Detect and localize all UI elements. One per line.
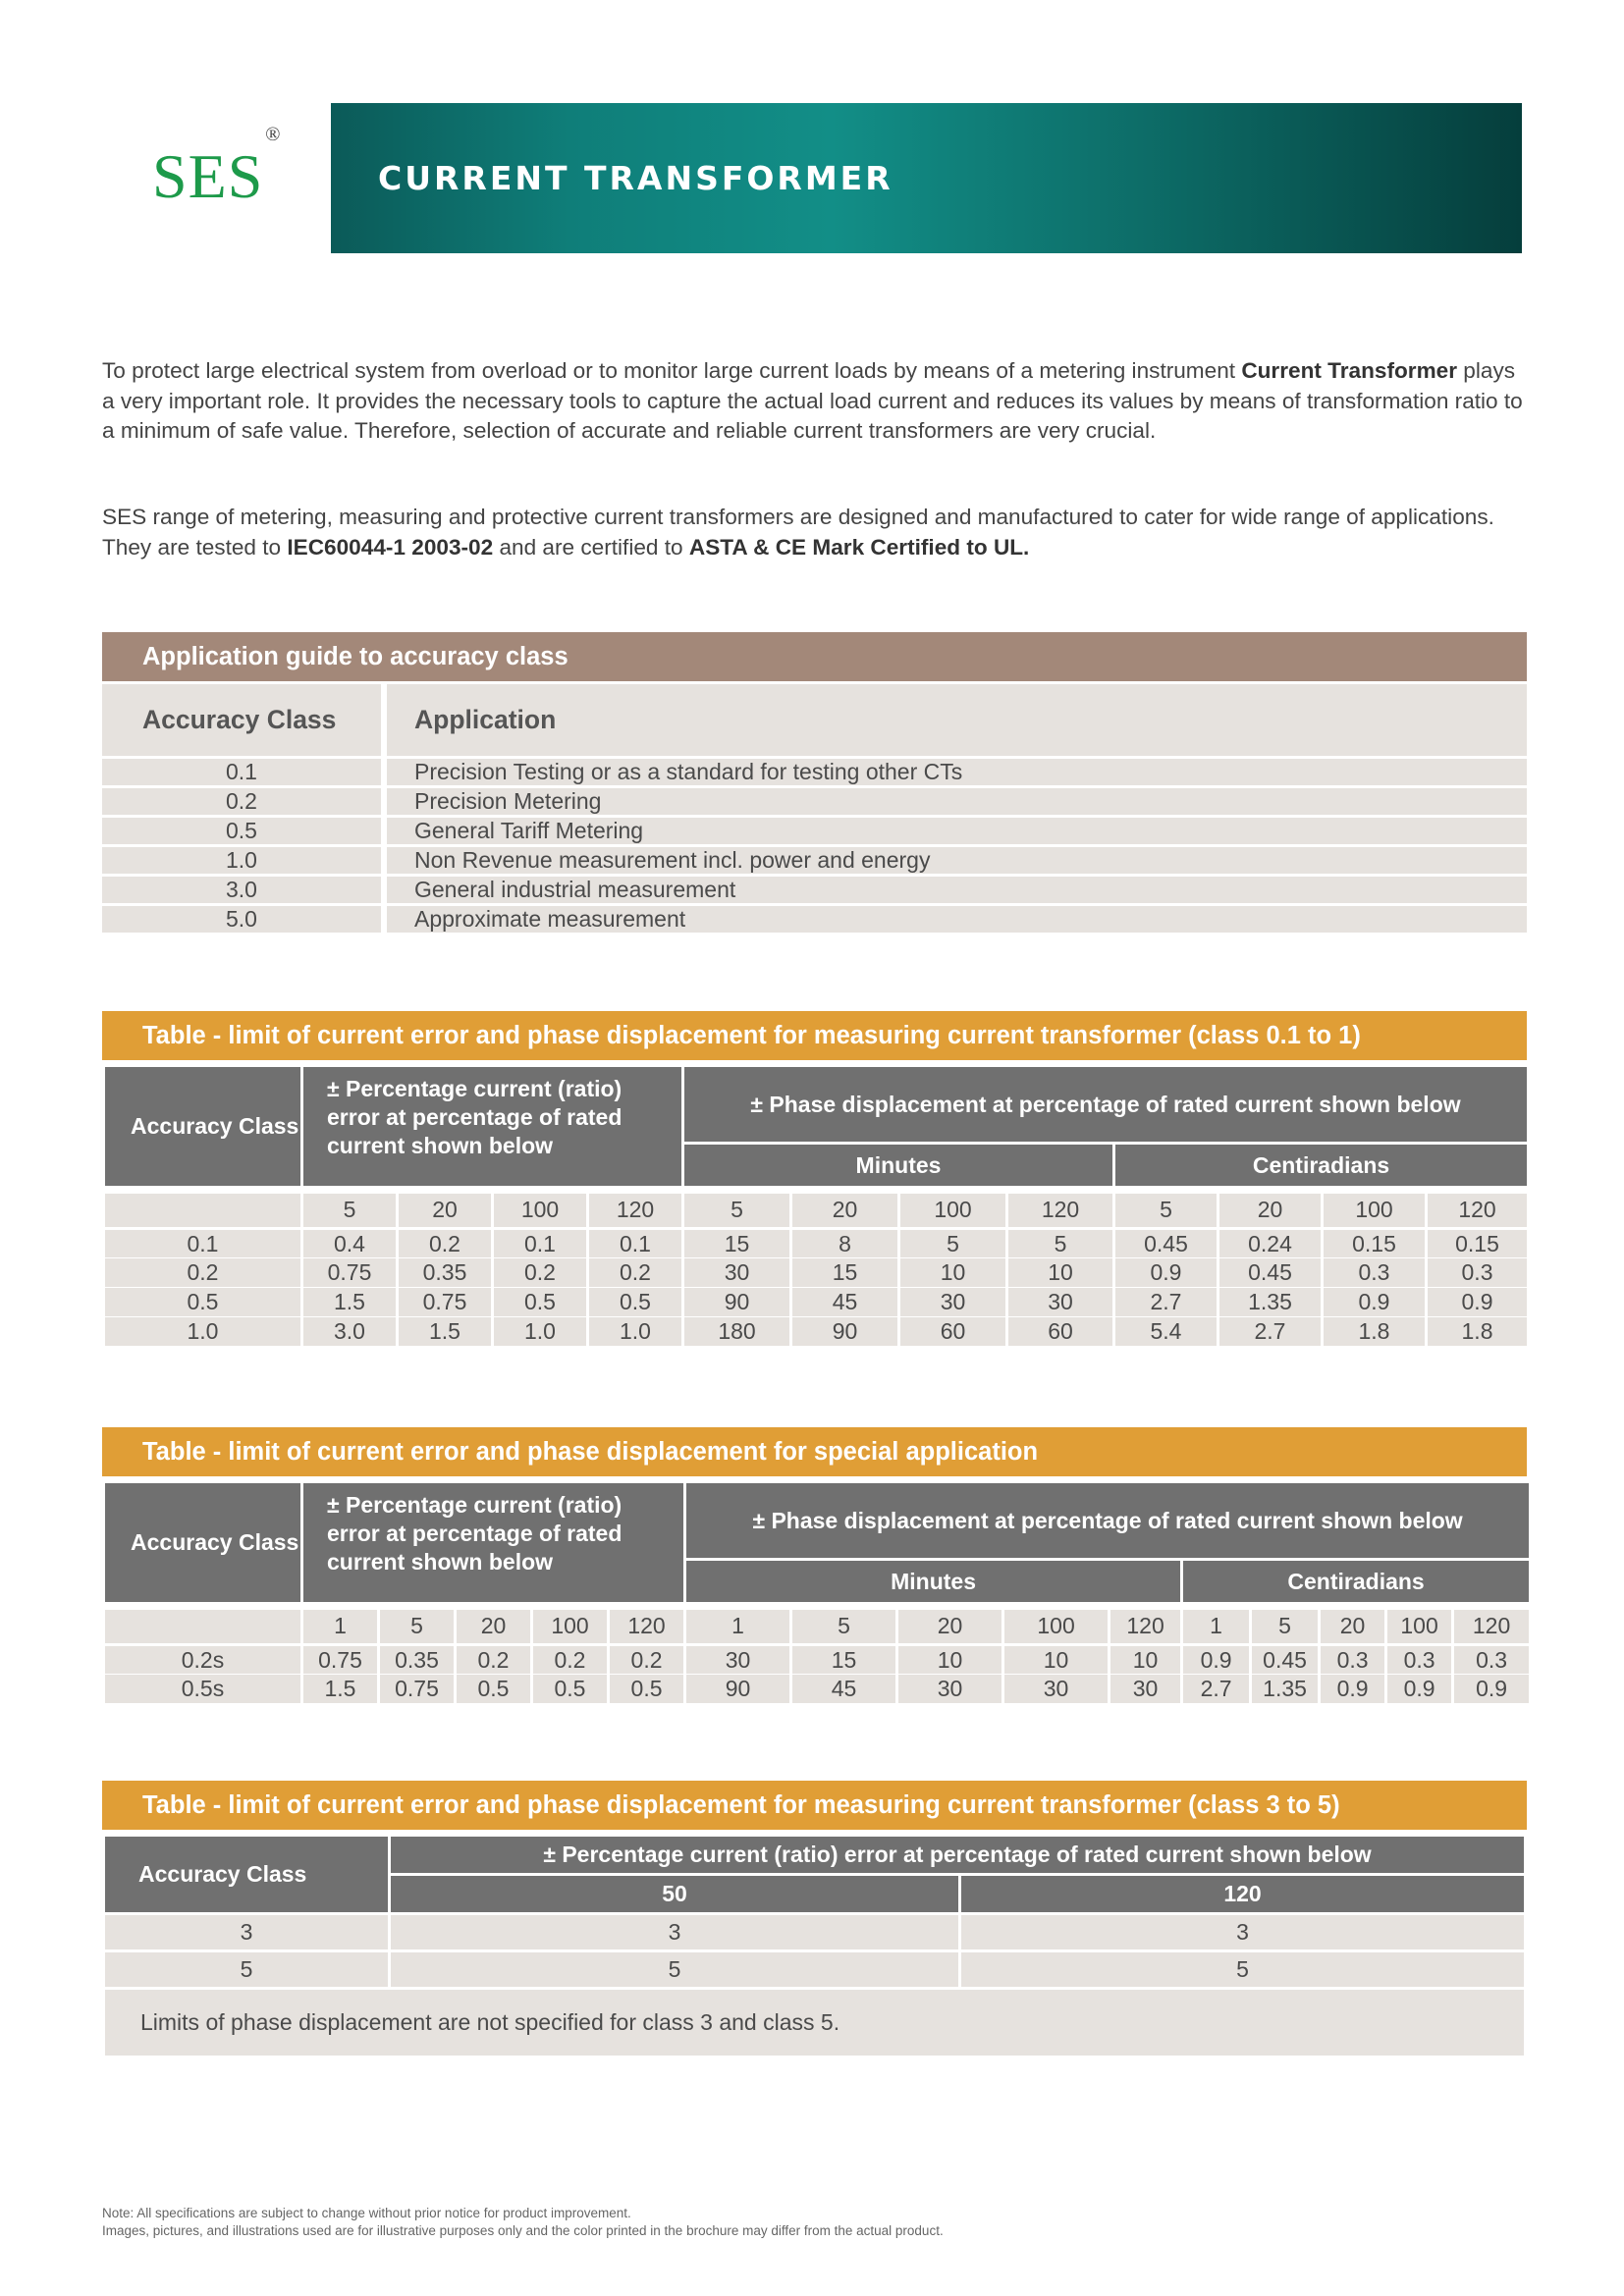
percentage-header-cell: 20 (791, 1194, 899, 1229)
min-value-cell: 90 (685, 1675, 791, 1704)
ratio-value-cell: 1.5 (302, 1675, 379, 1704)
ratio-value-cell: 3 (390, 1914, 960, 1951)
percentage-header-cell: 1 (685, 1610, 791, 1645)
accuracy-class-cell: 3 (104, 1914, 390, 1951)
col-header-phase: ± Phase displacement at percentage of rated current shown below (685, 1482, 1531, 1560)
meas3-title: Table - limit of current error and phase displacement for measuring current transformer (class 3 to 5) (102, 1781, 1527, 1830)
ratio-value-cell: 0.2 (588, 1258, 683, 1288)
col-header-ratio: ± Percentage current (ratio) error at percentage of rated current shown below (390, 1836, 1526, 1875)
percentage-header-cell: 20 (1218, 1194, 1323, 1229)
ratio-value-cell: 3 (960, 1914, 1526, 1951)
accuracy-class-cell: 1.0 (102, 845, 384, 875)
min-value-cell: 45 (791, 1675, 897, 1704)
ratio-value-cell: 0.75 (302, 1258, 398, 1288)
percentage-row (104, 1194, 1529, 1229)
table-row (102, 757, 1527, 786)
col-header-phase: ± Phase displacement at percentage of rated current shown below (683, 1066, 1529, 1144)
percentage-header-cell: 20 (398, 1194, 493, 1229)
title-banner (331, 103, 1522, 253)
accuracy-class-cell: 0.1 (104, 1229, 302, 1258)
crad-value-cell: 0.9 (1453, 1675, 1531, 1704)
table-row (102, 786, 1527, 816)
table-row (102, 904, 1527, 934)
table-row (104, 1645, 1531, 1675)
accuracy-class-cell: 0.1 (102, 757, 384, 786)
table-row (104, 1258, 1529, 1288)
note-row (104, 1989, 1526, 2057)
ratio-value-cell: 0.5 (609, 1675, 685, 1704)
min-value-cell: 180 (683, 1317, 791, 1347)
min-value-cell: 10 (899, 1258, 1007, 1288)
meas3-table (102, 1834, 1527, 2058)
col-header-minutes: Minutes (685, 1560, 1182, 1604)
min-value-cell: 30 (685, 1645, 791, 1675)
col-header-class: Accuracy Class (104, 1482, 302, 1604)
registered-mark: ® (265, 123, 282, 145)
min-value-cell: 10 (1003, 1645, 1110, 1675)
application-cell: Precision Testing or as a standard for testing other CTs (384, 757, 1527, 786)
min-value-cell: 10 (1110, 1645, 1182, 1675)
ratio-value-cell: 0.4 (302, 1229, 398, 1258)
table-row (102, 875, 1527, 904)
accuracy-class-cell: 0.2 (104, 1258, 302, 1288)
table-row (104, 1288, 1529, 1317)
crad-value-cell: 0.24 (1218, 1229, 1323, 1258)
crad-value-cell: 2.7 (1218, 1317, 1323, 1347)
crad-value-cell: 0.3 (1453, 1645, 1531, 1675)
crad-value-cell: 1.35 (1251, 1675, 1320, 1704)
ratio-value-cell: 0.5 (493, 1288, 588, 1317)
table-row (104, 1914, 1526, 1951)
crad-value-cell: 1.8 (1427, 1317, 1529, 1347)
meas1-table (102, 1064, 1530, 1347)
percentage-header-cell: 5 (1114, 1194, 1218, 1229)
app-guide-table (102, 684, 1527, 935)
application-cell: General industrial measurement (384, 875, 1527, 904)
min-value-cell: 30 (1003, 1675, 1110, 1704)
crad-value-cell: 0.45 (1251, 1645, 1320, 1675)
crad-value-cell: 1.35 (1218, 1288, 1323, 1317)
col-header-ratio: ± Percentage current (ratio) error at percentage of rated current shown below (302, 1066, 683, 1188)
col-header-application: Application (384, 684, 1527, 757)
page-title: CURRENT TRANSFORMER (378, 159, 893, 197)
ratio-value-cell: 0.2 (398, 1229, 493, 1258)
ratio-value-cell: 0.5 (456, 1675, 532, 1704)
ratio-value-cell: 5 (960, 1951, 1526, 1989)
accuracy-class-cell: 5 (104, 1951, 390, 1989)
percentage-header-cell: 100 (1323, 1194, 1427, 1229)
min-value-cell: 5 (899, 1229, 1007, 1258)
min-value-cell: 15 (683, 1229, 791, 1258)
empty-cell (104, 1610, 302, 1645)
table-row (102, 845, 1527, 875)
percentage-header-cell: 20 (897, 1610, 1003, 1645)
ratio-value-cell: 0.35 (398, 1258, 493, 1288)
ratio-value-cell: 1.5 (398, 1317, 493, 1347)
application-cell: Precision Metering (384, 786, 1527, 816)
crad-value-cell: 0.3 (1323, 1258, 1427, 1288)
ratio-value-cell: 1.0 (588, 1317, 683, 1347)
application-cell: Non Revenue measurement incl. power and energy (384, 845, 1527, 875)
ratio-value-cell: 0.35 (379, 1645, 456, 1675)
percentage-header-cell: 5 (302, 1194, 398, 1229)
percentage-header-cell: 100 (899, 1194, 1007, 1229)
ratio-value-cell: 5 (390, 1951, 960, 1989)
application-cell: General Tariff Metering (384, 816, 1527, 845)
crad-value-cell: 1.8 (1323, 1317, 1427, 1347)
crad-value-cell: 2.7 (1182, 1675, 1251, 1704)
footer-line-2: Images, pictures, and illustrations used are for illustrative purposes only and the color printed in the brochure may differ from the actual product. (102, 2223, 944, 2238)
ratio-value-cell: 0.2 (609, 1645, 685, 1675)
percentage-header-cell: 50 (390, 1875, 960, 1914)
percentage-header-cell: 20 (456, 1610, 532, 1645)
crad-value-cell: 0.3 (1427, 1258, 1529, 1288)
crad-value-cell: 0.9 (1323, 1288, 1427, 1317)
col-header-class: Accuracy Class (102, 684, 384, 757)
col-header-ratio: ± Percentage current (ratio) error at percentage of rated current shown below (302, 1482, 685, 1604)
crad-value-cell: 0.15 (1427, 1229, 1529, 1258)
min-value-cell: 10 (1007, 1258, 1114, 1288)
meas2-title: Table - limit of current error and phase displacement for special application (102, 1427, 1527, 1476)
accuracy-class-cell: 0.5 (102, 816, 384, 845)
percentage-header-cell: 5 (683, 1194, 791, 1229)
percentage-header-cell: 120 (1427, 1194, 1529, 1229)
percentage-header-cell: 100 (532, 1610, 609, 1645)
table-row (104, 1229, 1529, 1258)
percentage-header-cell: 5 (1251, 1610, 1320, 1645)
crad-value-cell: 0.9 (1182, 1645, 1251, 1675)
col-header-class: Accuracy Class (104, 1836, 390, 1914)
ratio-value-cell: 0.5 (588, 1288, 683, 1317)
company-logo: SES® (152, 123, 282, 211)
accuracy-class-cell: 0.5 (104, 1288, 302, 1317)
min-value-cell: 30 (683, 1258, 791, 1288)
percentage-row (104, 1610, 1531, 1645)
ratio-value-cell: 0.1 (588, 1229, 683, 1258)
table-row (104, 1675, 1531, 1704)
crad-value-cell: 0.9 (1320, 1675, 1386, 1704)
percentage-header-cell: 100 (1003, 1610, 1110, 1645)
table-row (104, 1951, 1526, 1989)
crad-value-cell: 0.9 (1427, 1288, 1529, 1317)
min-value-cell: 30 (1110, 1675, 1182, 1704)
percentage-header-cell: 20 (1320, 1610, 1386, 1645)
accuracy-class-cell: 5.0 (102, 904, 384, 934)
intro-paragraph-2: SES range of metering, measuring and protective current transformers are designed and manufactured to cater for wide range of applications. They are tested to IEC60044-1 2003-02 and are certified to ASTA & CE Mark Certified to UL. (102, 505, 1494, 560)
percentage-header-cell: 120 (1453, 1610, 1531, 1645)
ratio-value-cell: 0.75 (379, 1675, 456, 1704)
accuracy-class-cell: 3.0 (102, 875, 384, 904)
ratio-value-cell: 0.2 (493, 1258, 588, 1288)
min-value-cell: 15 (791, 1645, 897, 1675)
min-value-cell: 5 (1007, 1229, 1114, 1258)
intro-paragraph-1: To protect large electrical system from overload or to monitor large current loads by means of a metering instrument Current Transformer plays a very important role. It provides the necessary tools to capture the actual load current and reduces its values by means of transformation ratio to a minimum of safe value. Therefore, selection of accurate and reliable current transformers are very crucial. (102, 358, 1523, 443)
percentage-header-cell: 5 (379, 1610, 456, 1645)
ratio-value-cell: 0.1 (493, 1229, 588, 1258)
percentage-header-cell: 5 (791, 1610, 897, 1645)
min-value-cell: 30 (897, 1675, 1003, 1704)
crad-value-cell: 0.45 (1218, 1258, 1323, 1288)
ratio-value-cell: 1.5 (302, 1288, 398, 1317)
meas1-title: Table - limit of current error and phase displacement for measuring current transformer (class 0.1 to 1) (102, 1011, 1527, 1060)
app-guide-title: Application guide to accuracy class (102, 632, 1527, 681)
footer-line-1: Note: All specifications are subject to change without prior notice for product improvement. (102, 2206, 631, 2220)
ratio-value-cell: 0.75 (302, 1645, 379, 1675)
percentage-header-cell: 120 (1110, 1610, 1182, 1645)
col-header-minutes: Minutes (683, 1144, 1114, 1188)
ratio-value-cell: 0.75 (398, 1288, 493, 1317)
accuracy-class-cell: 0.2 (102, 786, 384, 816)
percentage-header-cell: 120 (960, 1875, 1526, 1914)
min-value-cell: 15 (791, 1258, 899, 1288)
meas2-table (102, 1480, 1532, 1704)
phase-note: Limits of phase displacement are not specified for class 3 and class 5. (104, 1989, 1526, 2057)
percentage-header-cell: 120 (588, 1194, 683, 1229)
min-value-cell: 60 (899, 1317, 1007, 1347)
ratio-value-cell: 1.0 (493, 1317, 588, 1347)
min-value-cell: 90 (791, 1317, 899, 1347)
table-header-row (102, 684, 1527, 757)
ratio-value-cell: 3.0 (302, 1317, 398, 1347)
percentage-header-cell: 100 (1386, 1610, 1453, 1645)
application-cell: Approximate measurement (384, 904, 1527, 934)
min-value-cell: 10 (897, 1645, 1003, 1675)
crad-value-cell: 2.7 (1114, 1288, 1218, 1317)
ratio-value-cell: 0.2 (532, 1645, 609, 1675)
crad-value-cell: 0.9 (1386, 1675, 1453, 1704)
crad-value-cell: 0.9 (1114, 1258, 1218, 1288)
percentage-header-cell: 100 (493, 1194, 588, 1229)
col-header-centiradians: Centiradians (1182, 1560, 1531, 1604)
percentage-header-cell: 1 (302, 1610, 379, 1645)
min-value-cell: 60 (1007, 1317, 1114, 1347)
crad-value-cell: 0.15 (1323, 1229, 1427, 1258)
accuracy-class-cell: 0.2s (104, 1645, 302, 1675)
percentage-header-cell: 120 (1007, 1194, 1114, 1229)
min-value-cell: 8 (791, 1229, 899, 1258)
col-header-centiradians: Centiradians (1114, 1144, 1529, 1188)
crad-value-cell: 0.45 (1114, 1229, 1218, 1258)
min-value-cell: 90 (683, 1288, 791, 1317)
empty-cell (104, 1194, 302, 1229)
crad-value-cell: 5.4 (1114, 1317, 1218, 1347)
min-value-cell: 45 (791, 1288, 899, 1317)
crad-value-cell: 0.3 (1386, 1645, 1453, 1675)
table-row (102, 816, 1527, 845)
ratio-value-cell: 0.5 (532, 1675, 609, 1704)
accuracy-class-cell: 0.5s (104, 1675, 302, 1704)
table-row (104, 1317, 1529, 1347)
percentage-header-cell: 120 (609, 1610, 685, 1645)
crad-value-cell: 0.3 (1320, 1645, 1386, 1675)
footer-note (102, 2205, 944, 2240)
percentage-header-cell: 1 (1182, 1610, 1251, 1645)
ratio-value-cell: 0.2 (456, 1645, 532, 1675)
accuracy-class-cell: 1.0 (104, 1317, 302, 1347)
col-header-class: Accuracy Class (104, 1066, 302, 1188)
min-value-cell: 30 (899, 1288, 1007, 1317)
min-value-cell: 30 (1007, 1288, 1114, 1317)
